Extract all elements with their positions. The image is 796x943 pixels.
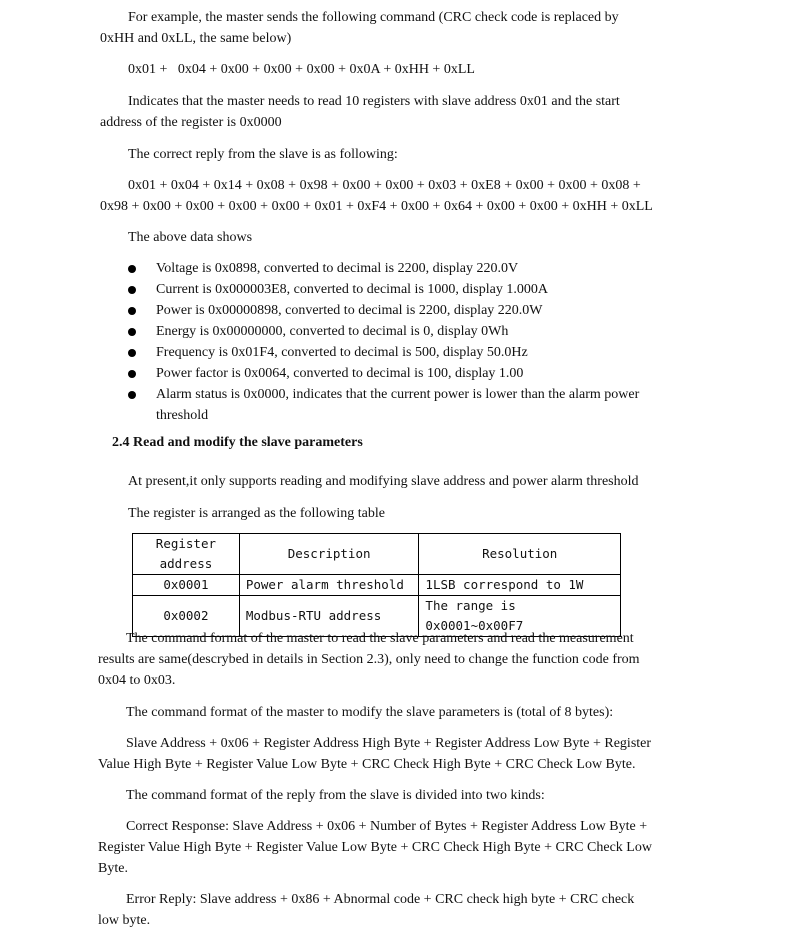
list-item: Voltage is 0x0898, converted to decimal is 2200, display 220.0V bbox=[156, 261, 519, 276]
cell-description: Modbus-RTU address bbox=[239, 596, 419, 637]
cell-resolution: 1LSB correspond to 1W bbox=[419, 575, 621, 596]
read-format-line2: results are same(descrybed in details in Section 2.3), only need to change the function code from bbox=[98, 652, 640, 667]
list-item: Current is 0x000003E8, converted to decimal is 1000, display 1.000A bbox=[156, 282, 548, 297]
cell-address: 0x0002 bbox=[133, 596, 240, 637]
example-command: 0x01 + 0x04 + 0x00 + 0x00 + 0x00 + 0x0A + 0xHH + 0xLL bbox=[128, 62, 475, 77]
bullet-icon bbox=[128, 307, 136, 315]
section-heading: 2.4 Read and modify the slave parameters bbox=[112, 435, 363, 450]
reply-data-line1: 0x01 + 0x04 + 0x14 + 0x08 + 0x98 + 0x00 + 0x00 + 0x03 + 0xE8 + 0x00 + 0x00 + 0x08 + bbox=[128, 178, 641, 193]
header-description: Description bbox=[239, 534, 419, 575]
modify-format-line1: Slave Address + 0x06 + Register Address High Byte + Register Address Low Byte + Register bbox=[126, 736, 652, 751]
correct-response-line2: Register Value High Byte + Register Value Low Byte + CRC Check High Byte + CRC Check Low bbox=[98, 840, 652, 855]
bullet-icon bbox=[128, 370, 136, 378]
bullet-icon bbox=[128, 265, 136, 273]
reply-kinds: The command format of the reply from the slave is divided into two kinds: bbox=[126, 788, 545, 803]
error-reply-line2: low byte. bbox=[98, 913, 151, 928]
list-item: Power factor is 0x0064, converted to decimal is 100, display 1.00 bbox=[156, 366, 524, 381]
above-data-shows: The above data shows bbox=[128, 230, 253, 245]
indicates-paragraph-line2: address of the register is 0x0000 bbox=[100, 115, 282, 130]
list-item: Power is 0x00000898, converted to decimal is 2200, display 220.0W bbox=[156, 303, 543, 318]
bullet-icon bbox=[128, 391, 136, 399]
reply-intro: The correct reply from the slave is as following: bbox=[128, 147, 398, 162]
list-item: Frequency is 0x01F4, converted to decimal is 500, display 50.0Hz bbox=[156, 345, 528, 360]
read-format-line3: 0x04 to 0x03. bbox=[98, 673, 176, 688]
cell-description: Power alarm threshold bbox=[239, 575, 419, 596]
example-paragraph-line1: For example, the master sends the following command (CRC check code is replaced by bbox=[128, 10, 619, 25]
example-paragraph-line2: 0xHH and 0xLL, the same below) bbox=[100, 31, 292, 46]
register-table bbox=[132, 533, 621, 637]
cell-address: 0x0001 bbox=[133, 575, 240, 596]
bullet-icon bbox=[128, 349, 136, 357]
reply-data-line2: 0x98 + 0x00 + 0x00 + 0x00 + 0x00 + 0x01 + 0xF4 + 0x00 + 0x64 + 0x00 + 0x00 + 0xHH + 0xLL bbox=[100, 199, 653, 214]
list-item: Energy is 0x00000000, converted to decimal is 0, display 0Wh bbox=[156, 324, 509, 339]
error-reply-line1: Error Reply: Slave address + 0x86 + Abnormal code + CRC check high byte + CRC check bbox=[126, 892, 635, 907]
correct-response-line1: Correct Response: Slave Address + 0x06 + Number of Bytes + Register Address Low Byte + bbox=[126, 819, 648, 834]
list-item-continuation: threshold bbox=[156, 408, 209, 423]
header-resolution: Resolution bbox=[419, 534, 621, 575]
header-register-address-line2: address bbox=[159, 556, 213, 571]
correct-response-line3: Byte. bbox=[98, 861, 128, 876]
header-register-address bbox=[133, 534, 240, 575]
bullet-icon bbox=[128, 328, 136, 336]
header-register-address-line1: Register bbox=[155, 536, 217, 551]
table-header-row bbox=[133, 534, 621, 575]
read-format-line1: The command format of the master to read the slave parameters and read the measurement bbox=[126, 631, 634, 646]
bullet-icon bbox=[128, 286, 136, 294]
cell-resolution: The range is 0x0001~0x00F7 bbox=[419, 596, 621, 637]
list-item: Alarm status is 0x0000, indicates that the current power is lower than the alarm power bbox=[156, 387, 640, 402]
register-intro: The register is arranged as the following table bbox=[128, 506, 385, 521]
present-paragraph: At present,it only supports reading and modifying slave address and power alarm threshold bbox=[128, 474, 639, 489]
table-row bbox=[133, 575, 621, 596]
indicates-paragraph-line1: Indicates that the master needs to read 10 registers with slave address 0x01 and the start bbox=[128, 94, 620, 109]
modify-intro: The command format of the master to modify the slave parameters is (total of 8 bytes): bbox=[126, 705, 614, 720]
modify-format-line2: Value High Byte + Register Value Low Byte + CRC Check High Byte + CRC Check Low Byte. bbox=[98, 757, 636, 772]
